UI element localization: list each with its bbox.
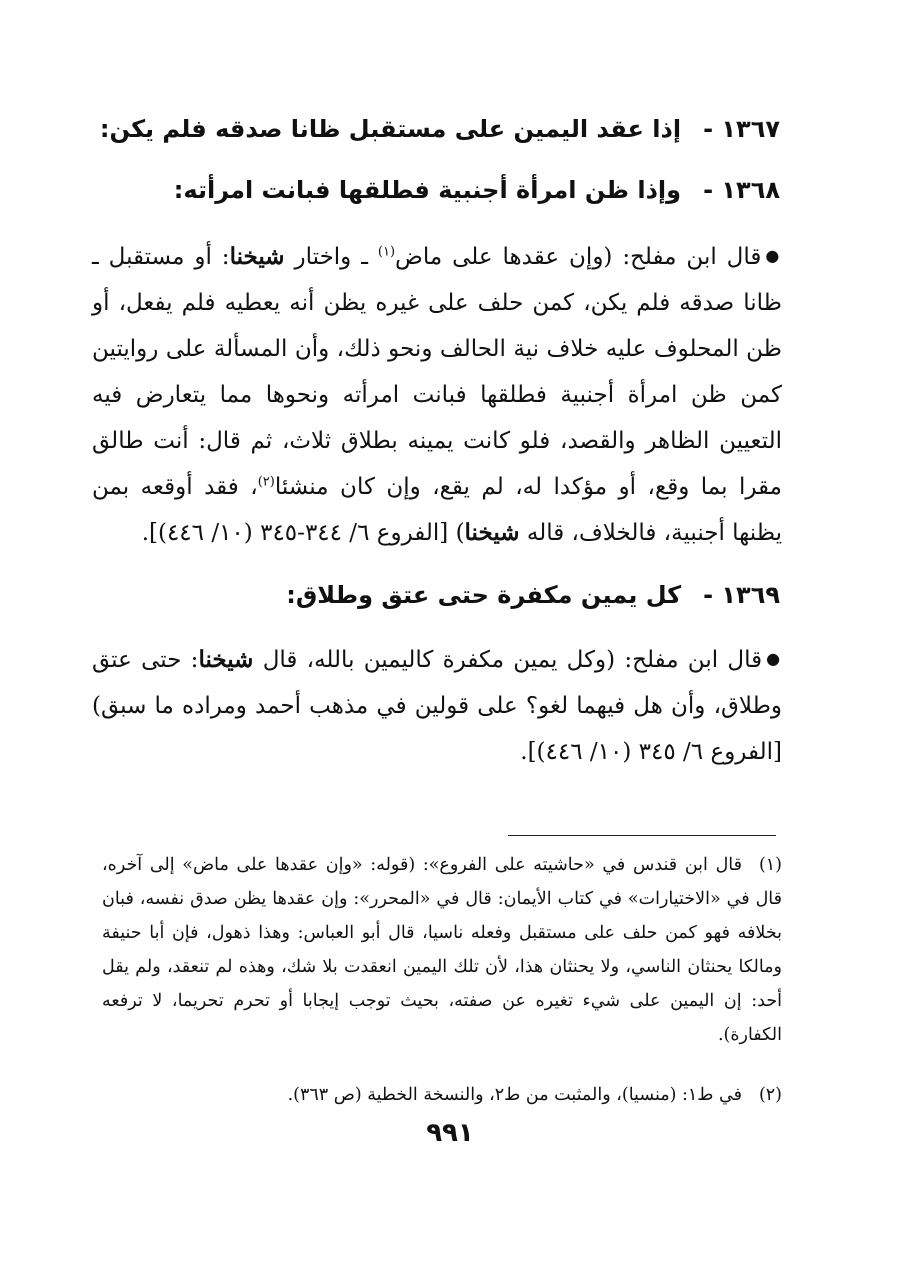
paragraph-text: قال ابن مفلح: (وإن عقدها على ماض [395, 244, 762, 270]
paragraph-text: ، فقد أوقعه بمن يظنها أجنبية، فالخلاف، قاله [92, 474, 782, 546]
bullet-icon: ● [765, 246, 782, 265]
footnote-ref-1[interactable]: (١) [377, 244, 396, 260]
heading-number: ١٣٦٧ - [703, 115, 780, 143]
footnote-number: (٢) [758, 1085, 782, 1105]
heading-1367 [90, 112, 780, 146]
shaykh-highlight: شيخنا [229, 243, 285, 270]
paragraph-text: ـ واختار [284, 244, 378, 270]
bullet-icon: ● [766, 649, 782, 668]
heading-1368 [90, 173, 780, 207]
heading-1369 [90, 578, 780, 612]
shaykh-highlight: شيخنا [198, 646, 254, 673]
footnote-ref-2[interactable]: (٢) [257, 474, 275, 490]
footnote-2 [102, 1078, 782, 1112]
heading-text: إذا عقد اليمين على مستقبل ظانا صدقه فلم يكن: [99, 115, 682, 143]
heading-text: كل يمين مكفرة حتى عتق وطلاق: [286, 581, 682, 609]
paragraph-ibn-muflih-2 [92, 636, 782, 775]
paragraph-text: : حتى عتق وطلاق، وأن هل فيهما لغو؟ على قولين في مذهب أحمد ومراده ما سبق) [الفروع ٦/ ٣٤٥ (١٠/ ٤٤٦)]. [92, 647, 782, 765]
footnote-text: في ط١: (منسيا)، والمثبت من ط٢، والنسخة الخطية (ص ٣٦٣). [287, 1085, 742, 1105]
paragraph-text: قال ابن مفلح: (وكل يمين مكفرة كاليمين بالله، قال [253, 647, 763, 673]
footnote-number: (١) [758, 855, 782, 875]
footnote-1 [102, 848, 782, 1052]
footnote-divider [508, 835, 776, 836]
paragraph-text: : أو مستقبل ـ ظانا صدقه فلم يكن، كمن حلف على غيره يظن أنه يعطيه فلم يفعل، أو ظن المحلوف عليه خلاف نية الحالف ونحو ذلك، وأن المسألة على روايتين كمن ظن امرأة أجنبية فطلقها فبانت امرأته ونحوها مما يتعارض فيه التعيين الظاهر والقصد، فلو كانت يمينه بطلاق ثلاث، ثم قال: أنت طالق مقرا بما وقع، أو مؤكدا له، لم يقع، وإن كان منشئا [92, 244, 782, 500]
heading-number: ١٣٦٨ - [703, 176, 780, 204]
page-number: ٩٩١ [426, 1118, 474, 1148]
footnote-text: قال ابن قندس في «حاشيته على الفروع»: (قوله: «وإن عقدها على ماض» إلى آخره، قال في «الاختيارات» في كتاب الأيمان: قال في «المحرر»: وإن عقدها يظن صدق نفسه، فبان بخلافه فهو كمن حلف على مستقبل وفعله ناسيا، قال أبو العباس: وهذا ذهول، فإن أبا حنيفة ومالكا يحنثان الناسي، ولا يحنثان هذا، لأن تلك اليمين انعقدت بلا شك، وهذه لم تنعقد، ولم يقل أحد: إن اليمين على شيء تغيره عن صفته، بحيث توجب إيجابا أو تحرم تحريما، لا ترفعه الكفارة). [102, 855, 782, 1045]
shaykh-highlight: شيخنا [464, 519, 520, 546]
heading-number: ١٣٦٩ - [703, 581, 780, 609]
paragraph-ibn-muflih-1 [92, 233, 782, 556]
paragraph-text: ) [الفروع ٦/ ٣٤٤-٣٤٥ (١٠/ ٤٤٦)]. [141, 520, 465, 546]
heading-text: وإذا ظن امرأة أجنبية فطلقها فبانت امرأته: [173, 176, 682, 204]
